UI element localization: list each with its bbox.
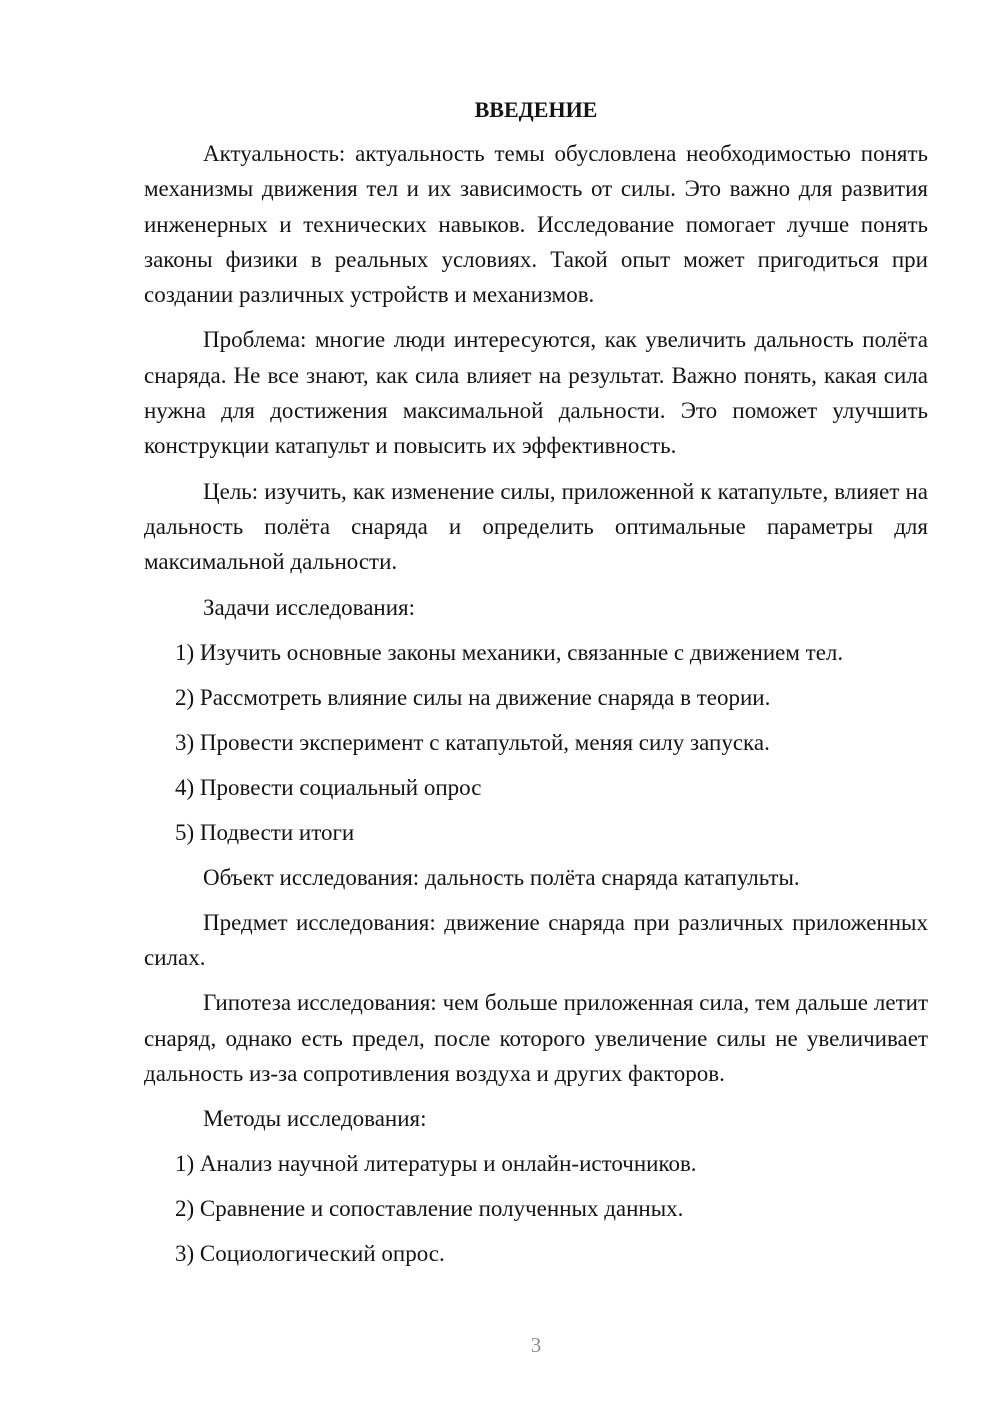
page-title: ВВЕДЕНИЕ xyxy=(474,97,598,122)
page-number: 3 xyxy=(530,1333,542,1357)
hypothesis-paragraph: Гипотеза исследования: чем больше приложенная сила, тем дальше летит снаряд, однако есть предел, после которого увеличение силы не увеличивает дальность из-за сопротивления воздуха и других факторов. xyxy=(144,990,928,1087)
method-item: 2) Сравнение и сопоставление полученных данных. xyxy=(175,1196,684,1222)
methods-heading: Методы исследования: xyxy=(203,1106,427,1132)
document-page xyxy=(144,93,928,1271)
method-item: 3) Социологический опрос. xyxy=(175,1241,445,1267)
method-item: 1) Анализ научной литературы и онлайн-источников. xyxy=(175,1151,697,1177)
subject-paragraph: Предмет исследования: движение снаряда при различных приложенных силах. xyxy=(144,909,928,971)
task-item: 1) Изучить основные законы механики, связанные с движением тел. xyxy=(175,639,844,665)
task-item: 3) Провести эксперимент с катапультой, меняя силу запуска. xyxy=(175,729,770,755)
task-item: 4) Провести социальный опрос xyxy=(175,774,482,800)
problem-paragraph: Проблема: многие люди интересуются, как увеличить дальность полёта снаряда. Не все знают, как сила влияет на результат. Важно понять, какая сила нужна для достижения максимальной дальности. Это поможет улучшить конструкции катапульт и повысить их эффективность. xyxy=(144,327,928,459)
relevance-paragraph: Актуальность: актуальность темы обусловлена необходимостью понять механизмы движения тел и их зависимость от силы. Это важно для развития инженерных и технических навыков. Исследование помогает лучше понять законы физики в реальных условиях. Такой опыт может пригодиться при создании различных устройств и механизмов. xyxy=(144,141,928,308)
task-item: 5) Подвести итоги xyxy=(175,819,355,845)
task-item: 2) Рассмотреть влияние силы на движение снаряда в теории. xyxy=(175,684,771,710)
tasks-heading: Задачи исследования: xyxy=(203,594,416,620)
object-paragraph: Объект исследования: дальность полёта снаряда катапульты. xyxy=(203,864,800,890)
goal-paragraph: Цель: изучить, как изменение силы, приложенной к катапульте, влияет на дальность полёта снаряда и определить оптимальные параметры для максимальной дальности. xyxy=(144,478,928,575)
